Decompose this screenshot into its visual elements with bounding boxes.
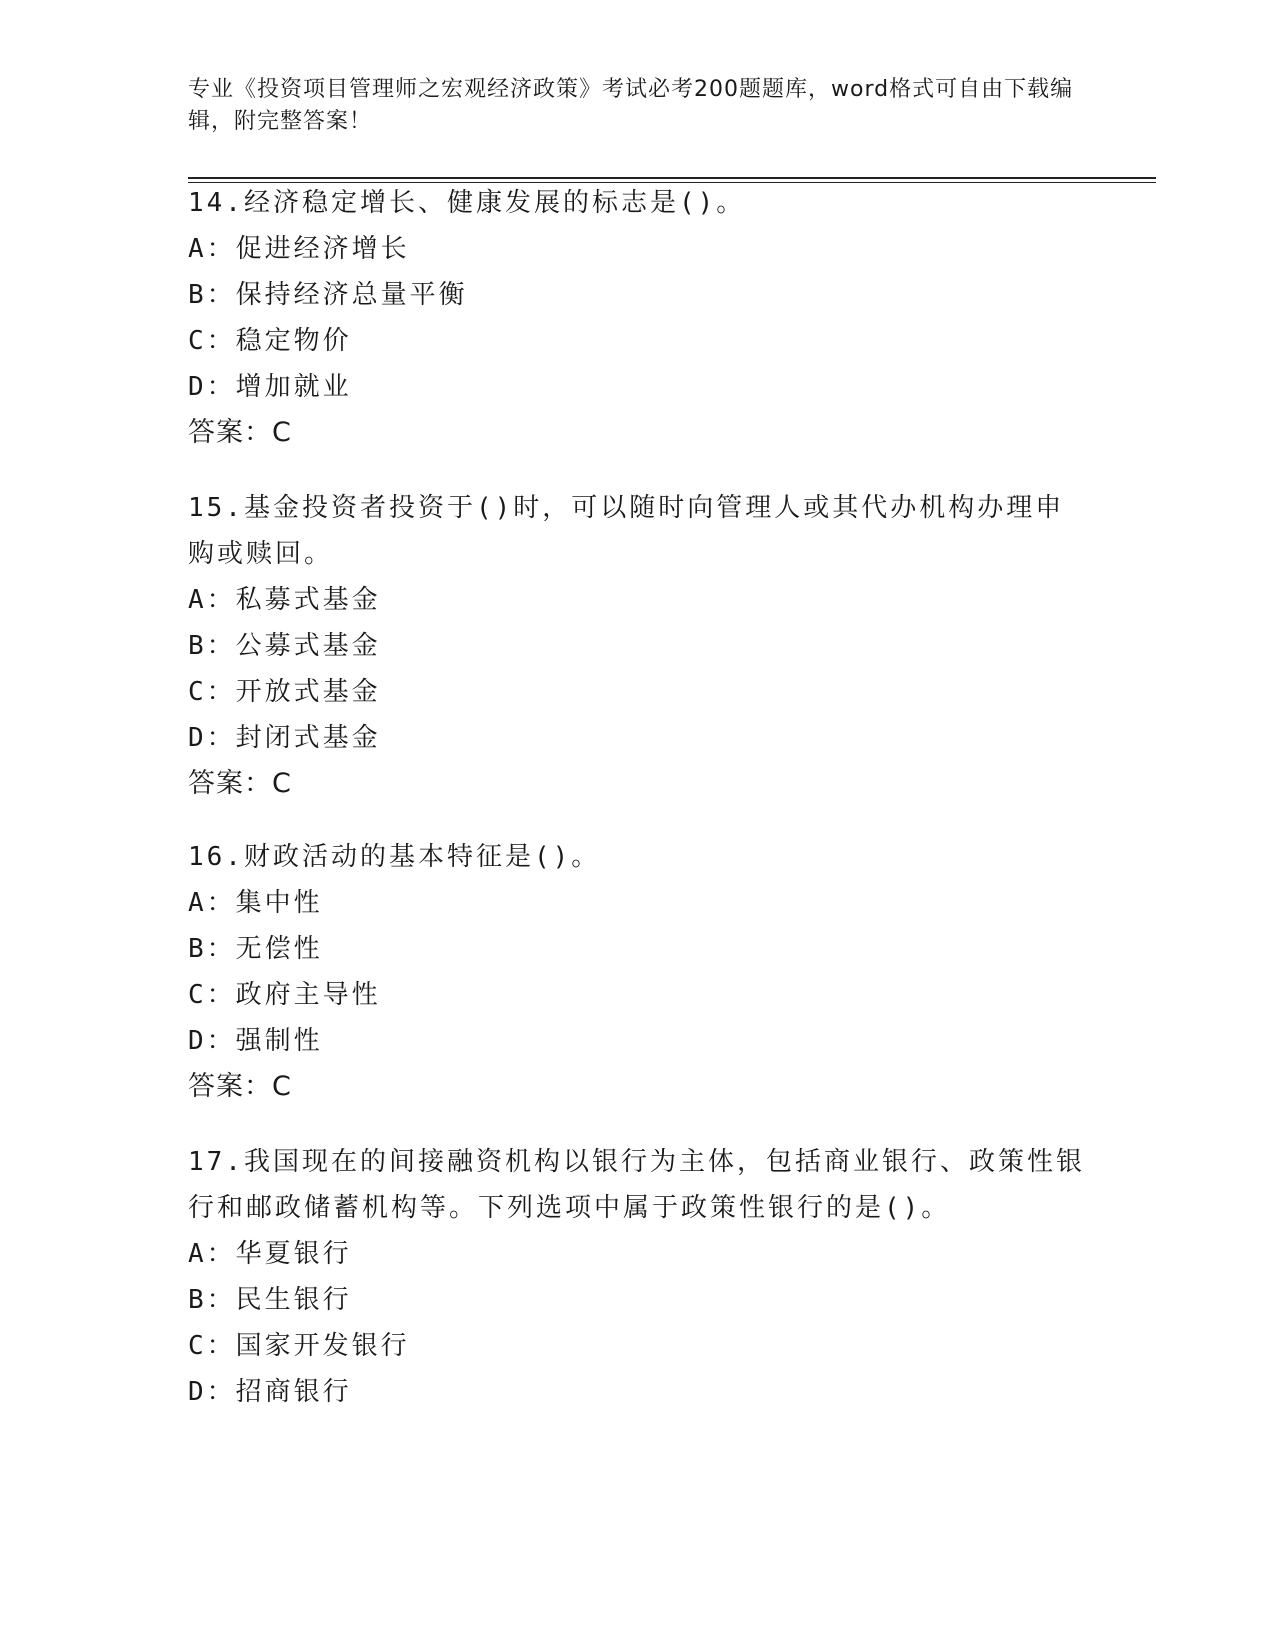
- option-c: C：国家开发银行: [188, 1331, 410, 1361]
- question-stem: 16.财政活动的基本特征是()。: [188, 842, 601, 872]
- option-c: C：开放式基金: [188, 677, 381, 707]
- option-b: B：无偿性: [188, 934, 323, 964]
- option-d: D：增加就业: [188, 372, 352, 402]
- option-d: D：封闭式基金: [188, 723, 381, 753]
- option-b: B：保持经济总量平衡: [188, 280, 468, 310]
- option-a: A：集中性: [188, 888, 323, 918]
- option-d: D：招商银行: [188, 1377, 352, 1407]
- question-14: [188, 180, 1088, 456]
- question-17: [188, 1139, 1088, 1415]
- option-c: C：政府主导性: [188, 980, 381, 1010]
- question-stem: 14.经济稳定增长、健康发展的标志是()。: [188, 188, 746, 218]
- question-stem: 15.基金投资者投资于()时，可以随时向管理人或其代办机构办理申购或赎回。: [188, 493, 1065, 569]
- document-header: 专业《投资项目管理师之宏观经济政策》考试必考200题题库，word格式可自由下载编辑，附完整答案！: [188, 77, 1074, 134]
- option-a: A：私募式基金: [188, 585, 381, 615]
- question-stem: 17.我国现在的间接融资机构以银行为主体，包括商业银行、政策性银行和邮政储蓄机构等。下列选项中属于政策性银行的是()。: [188, 1147, 1085, 1223]
- answer: 答案：C: [188, 768, 292, 799]
- question-15: [188, 485, 1088, 807]
- option-a: A：促进经济增长: [188, 234, 410, 264]
- option-b: B：公募式基金: [188, 631, 381, 661]
- header-divider-thick: [188, 177, 1156, 179]
- option-c: C：稳定物价: [188, 326, 352, 356]
- option-d: D：强制性: [188, 1026, 323, 1056]
- answer: 答案：C: [188, 1071, 292, 1102]
- option-b: B：民生银行: [188, 1285, 352, 1315]
- answer: 答案：C: [188, 417, 292, 448]
- question-16: [188, 834, 1088, 1110]
- option-a: A：华夏银行: [188, 1239, 352, 1269]
